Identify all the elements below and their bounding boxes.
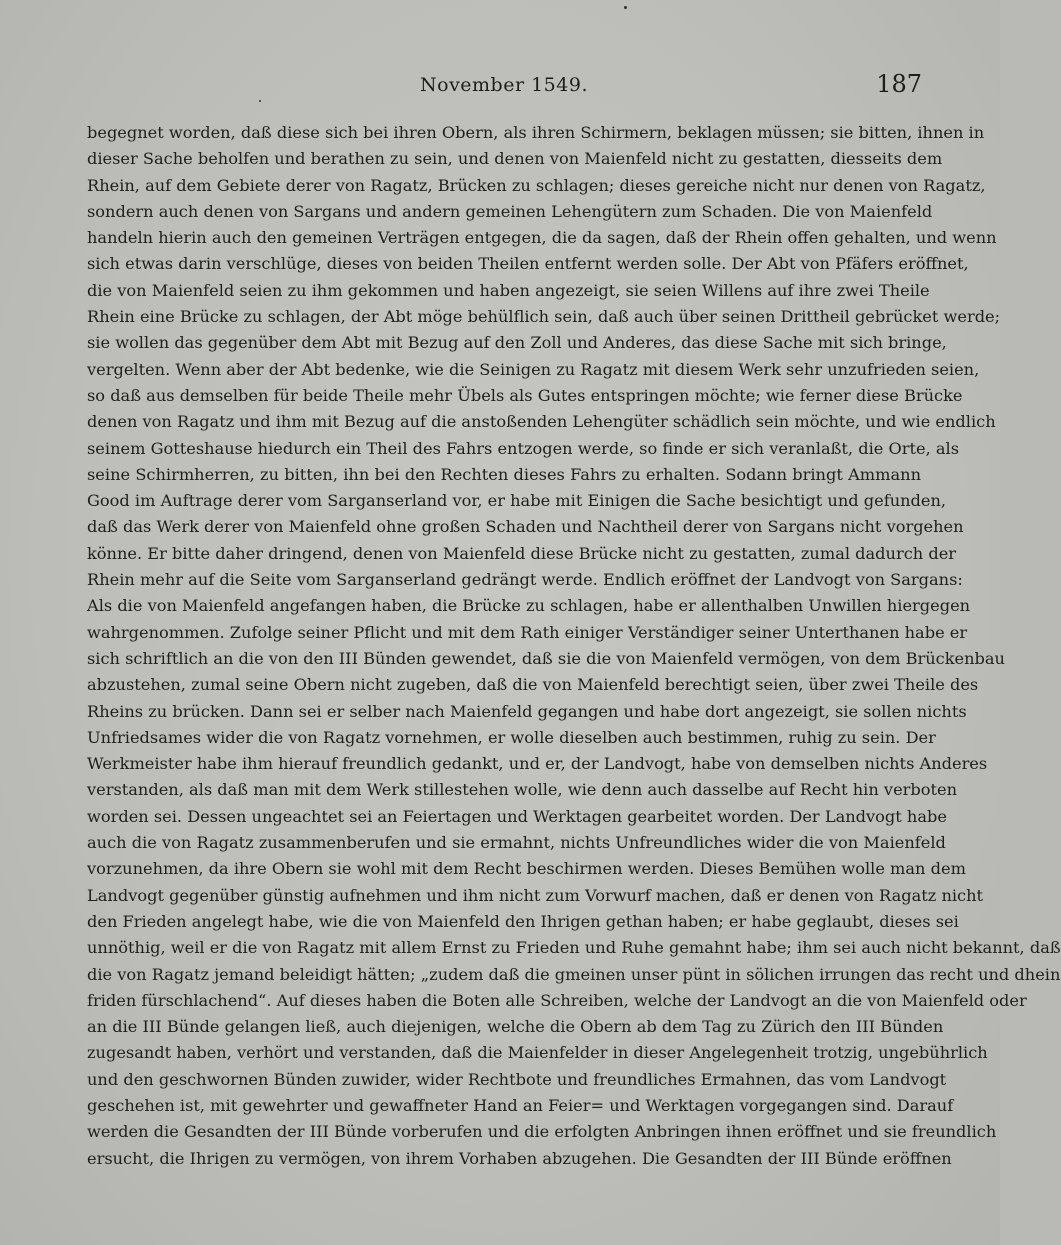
body-text [87, 120, 1061, 1172]
text-line: Unfriedsames wider die von Ragatz vornehmen, er wolle dieselben auch bestimmen, ruhig zu sein. Der [87, 727, 936, 747]
text-line: seinem Gotteshause hiedurch ein Theil des Fahrs entzogen werde, so finde er sich veranlaßt, die Orte, als [87, 438, 959, 458]
page-header-title: November 1549. [420, 74, 588, 96]
text-line: an die III Bünde gelangen ließ, auch diejenigen, welche die Obern ab dem Tag zu Zürich den III Bünden [87, 1017, 944, 1037]
text-line: denen von Ragatz und ihm mit Bezug auf die anstoßenden Lehengüter schädlich sein möchte, und wie endlich [87, 412, 996, 432]
text-line: friden fürschlachend“. Auf dieses haben die Boten alle Schreiben, welche der Landvogt an die von Maienfeld oder [87, 990, 1027, 1010]
text-line: und den geschwornen Bünden zuwider, wider Rechtbote und freundliches Ermahnen, das vom Landvogt [87, 1069, 947, 1089]
text-line: handeln hierin auch den gemeinen Verträgen entgegen, die da sagen, daß der Rhein offen gehalten, und wenn [87, 228, 997, 248]
text-line: Landvogt gegenüber günstig aufnehmen und ihm nicht zum Vorwurf machen, daß er denen von Ragatz nicht [87, 885, 984, 905]
text-line: Rhein eine Brücke zu schlagen, der Abt möge behülflich sein, daß auch über seinen Drittheil gebrücket werde; [87, 307, 1001, 327]
text-line: unnöthig, weil er die von Ragatz mit allem Ernst zu Frieden und Ruhe gemahnt habe; ihm sei auch nicht bekannt, daß [87, 938, 1061, 958]
text-line: könne. Er bitte daher dringend, denen von Maienfeld diese Brücke nicht zu gestatten, zumal dadurch der [87, 543, 957, 563]
running-head [86, 70, 922, 104]
text-line: Rhein, auf dem Gebiete derer von Ragatz, Brücken zu schlagen; dieses gereiche nicht nur denen von Ragatz, [87, 175, 986, 195]
text-line: die von Ragatz jemand beleidigt hätten; „zudem daß die gmeinen unser pünt in sölichen irrungen das recht und dhein [87, 964, 1061, 984]
text-line: sondern auch denen von Sargans und andern gemeinen Lehengütern zum Schaden. Die von Maienfeld [87, 201, 933, 221]
text-line: dieser Sache beholfen und berathen zu sein, und denen von Maienfeld nicht zu gestatten, diesseits dem [87, 149, 943, 169]
text-line: auch die von Ragatz zusammenberufen und sie ermahnt, nichts Unfreundliches wider die von Maienfeld [87, 833, 946, 853]
text-line: seine Schirmherren, zu bitten, ihn bei den Rechten dieses Fahrs zu erhalten. Sodann bringt Ammann [87, 464, 921, 484]
text-line: Rhein mehr auf die Seite vom Sarganserland gedrängt werde. Endlich eröffnet der Landvogt von Sargans: [87, 570, 963, 590]
text-line: Rheins zu brücken. Dann sei er selber nach Maienfeld gegangen und habe dort angezeigt, sie sollen nichts [87, 701, 967, 721]
ink-speck [624, 6, 627, 9]
text-line: zugesandt haben, verhört und verstanden, daß die Maienfelder in dieser Angelegenheit trotzig, ungebührlich [87, 1043, 988, 1063]
text-line: geschehen ist, mit gewehrter und gewaffneter Hand an Feier= und Werktagen vorgegangen sind. Darauf [87, 1095, 954, 1115]
text-line: verstanden, als daß man mit dem Werk stillestehen wolle, wie denn auch dasselbe auf Recht hin verboten [87, 780, 958, 800]
text-line: Werkmeister habe ihm hierauf freundlich gedankt, und er, der Landvogt, habe von demselben nichts Anderes [87, 754, 988, 774]
page-number: 187 [876, 70, 922, 98]
text-line: wahrgenommen. Zufolge seiner Pflicht und mit dem Rath einiger Verständiger seiner Unterthanen habe er [87, 622, 968, 642]
text-line: daß das Werk derer von Maienfeld ohne großen Schaden und Nachtheil derer von Sargans nicht vorgehen [87, 517, 964, 537]
text-line: vorzunehmen, da ihre Obern sie wohl mit dem Recht beschirmen werden. Dieses Bemühen wolle man dem [87, 859, 966, 879]
text-line: worden sei. Dessen ungeachtet sei an Feiertagen und Werktagen gearbeitet worden. Der Landvogt habe [87, 806, 947, 826]
text-line: sie wollen das gegenüber dem Abt mit Bezug auf den Zoll und Anderes, das diese Sache mit sich bringe, [87, 333, 947, 353]
text-line: begegnet worden, daß diese sich bei ihren Obern, als ihren Schirmern, beklagen müssen; sie bitten, ihnen in [87, 123, 985, 142]
text-line: ersucht, die Ihrigen zu vermögen, von ihrem Vorhaben abzugehen. Die Gesandten der III Bünde eröffnen [87, 1148, 952, 1168]
text-line: Als die von Maienfeld angefangen haben, die Brücke zu schlagen, habe er allenthalben Unwillen hiergegen [87, 596, 971, 616]
text-line: sich schriftlich an die von den III Bünden gewendet, daß sie die von Maienfeld vermögen, von dem Brückenbau [87, 648, 1005, 668]
text-line: die von Maienfeld seien zu ihm gekommen und haben angezeigt, sie seien Willens auf ihre zwei Theile [87, 280, 930, 300]
text-line: abzustehen, zumal seine Obern nicht zugeben, daß die von Maienfeld berechtigt seien, über zwei Theile des [87, 675, 979, 695]
text-line: sich etwas darin verschlüge, dieses von beiden Theilen entfernt werden solle. Der Abt von Pfäfers eröffnet, [87, 254, 969, 274]
text-line: so daß aus demselben für beide Theile mehr Übels als Gutes entspringen möchte; wie ferner diese Brücke [87, 385, 963, 405]
text-line: Good im Auftrage derer vom Sarganserland vor, er habe mit Einigen die Sache besichtigt und gefunden, [87, 491, 947, 511]
text-line: den Frieden angelegt habe, wie die von Maienfeld den Ihrigen gethan haben; er habe geglaubt, dieses sei [87, 911, 959, 931]
text-line: vergelten. Wenn aber der Abt bedenke, wie die Seinigen zu Ragatz mit diesem Werk sehr unzufrieden seien, [87, 359, 980, 379]
text-line: werden die Gesandten der III Bünde vorberufen und die erfolgten Anbringen ihnen eröffnet und sie freundlich [87, 1122, 997, 1142]
